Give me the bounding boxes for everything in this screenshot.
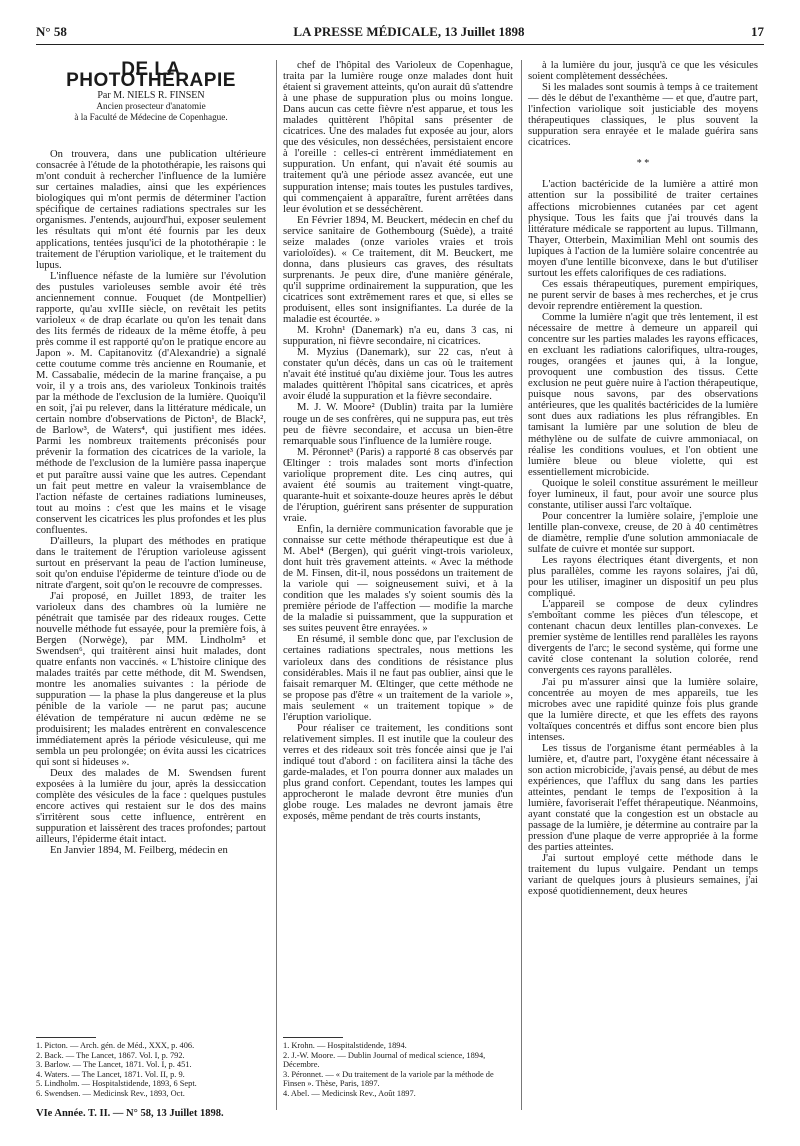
paragraph: Quoique le soleil constitue assurément le meilleur foyer lumineux, il faut, pour avoir une source plus constante, utiliser aussi l'arc voltaïque.	[528, 477, 758, 511]
paragraph: Les rayons électriques étant divergents, et non plus parallèles, comme les rayons solaires, j'ai dû, pour les utiliser, imaginer un dispositif un peu plus compliqué.	[528, 555, 758, 600]
footnote: 4. Abel. — Medicinsk Rev., Août 1897.	[283, 1088, 416, 1098]
paragraph: D'ailleurs, la plupart des méthodes en pratique dans le traitement de l'éruption varioleuse agissent surtout en préservant la peau de l'action lumineuse, soit qu'on enduise l'épiderme de teinture d'iode ou de nitrate d'argent, soit qu'on le recouvre de compresses.	[36, 535, 266, 591]
article-author: Par M. NIELS R. FINSEN	[97, 90, 205, 102]
author-affiliation: Ancien prosecteur d'anatomie	[96, 101, 206, 112]
paragraph: à la lumière du jour, jusqu'à ce que les vésicules soient complètement desséchées.	[528, 60, 758, 83]
page-footer: VIe Année. T. II. — N° 58, 13 Juillet 1898.	[36, 1108, 224, 1119]
paragraph: Si les malades sont soumis à temps à ce traitement — dès le début de l'exanthème — et que, d'autre part, l'infection variolique soit justiciable des moyens thérapeutiques classiques, le plus souvent la suppuration sera enrayée et le malade guérira sans cicatrices.	[528, 82, 758, 149]
paragraph: En Janvier 1894, M. Feilberg, médecin en	[50, 845, 228, 857]
paragraph: J'ai pu m'assurer ainsi que la lumière solaire, concentrée au moyen de mes appareils, tue les microbes avec une rapidité quinze fois plus grande que la lumière directe, et que les effets des rayons voltaïques concentrés et diffus sont encore bien plus intenses.	[528, 676, 758, 743]
paragraph: Enfin, la dernière communication favorable que je connaisse sur cette méthode thérapeutique est due à M. Abel⁴ (Bergen), qui guérit vingt-trois varioleux, dont huit très gravement atteints. « Avec la méthode de M. Finsen, dit-il, nous possédons un traitement de la variole qui — soigneusement suivi, et à la condition que les malades s'y soient soumis dès la première période de l'affection — modifie la marche de la maladie si puissamment, que la suppuration et ses suites peuvent être enrayées. »	[283, 523, 513, 635]
page-number: 17	[751, 24, 764, 39]
footnote: 3. Barlow. — The Lancet, 1871. Vol. I, p. 451.	[36, 1060, 192, 1069]
paragraph: Comme la lumière n'agit que très lentement, il est nécessaire de mettre à demeure un appareil qui concentre sur les parties malades les rayons efficaces, en excluant les radiations calorifiques, ultra-rouges, rouges, orangées et jaunes qui, à la longue, provoquent une combustion des tissus. Cette exclusion ne peut guère nuire à l'action thérapeutique, puisque nous savons, par des observations antérieures, que les qualités bactéricides de la lumière sont dues aux radiations les plus réfrangibles. En tamisant la lumière par une solution de bleu de méthylène ou de sulfate de cuivre ammoniacal, on réalise les conditions voulues, et l'on obtient une lumière bleue ou bleue violette, qui est essentiellement microbicide.	[528, 311, 758, 478]
header-rule	[36, 44, 764, 45]
footnote-rule	[36, 1037, 96, 1038]
article-title: DE LA PHOTOTHÉRAPIE	[66, 59, 236, 92]
author-affiliation: à la Faculté de Médecine de Copenhague.	[74, 112, 228, 123]
page-header	[36, 24, 764, 42]
section-separator: * *	[636, 158, 650, 170]
column-left-body	[36, 149, 266, 856]
footnote: 4. Waters. — The Lancet, 1871. Vol. II, p. 9.	[36, 1069, 185, 1079]
paragraph: En résumé, il semble donc que, par l'exclusion de certaines radiations spectrales, nous mettions les varioleux dans des conditions de résistance plus considérables. Mais il ne faut pas oublier, ainsi que le faisait remarquer M. Œltinger, que cette méthode ne se propose pas d'être « un traitement de la variole », mais seulement « un traitement topique » de l'éruption variolique.	[283, 634, 513, 723]
footnote: 2. J.-W. Moore. — Dublin Journal of medical science, 1894, Décembre.	[283, 1050, 486, 1069]
paragraph: L'appareil se compose de deux cylindres s'emboîtant comme les pièces d'un télescope, et contenant chacun deux lentilles plan-convexes. Le premier système de lentilles rend parallèles les rayons divergents de l'arc; le second système, qui forme une cavité close contenant la solution colorée, rend convergents ces rayons parallèles.	[528, 599, 758, 677]
paragraph: On trouvera, dans une publication ultérieure consacrée à l'étude de la photothérapie, les raisons qui m'ont conduit à rechercher l'influence de la lumière sur certaines maladies, ainsi que les expériences biologiques qui m'ont permis de déterminer l'action spécifique de certaines radiations spectrales sur les organismes. J'entends, aujourd'hui, exposer seulement les résultats qui m'ont été fournis par les deux applications, tentées jusqu'ici de la photothérapie : le traitement de l'éruption variolique, et le traitement du lupus.	[36, 149, 266, 271]
paragraph: L'influence néfaste de la lumière sur l'évolution des pustules varioleuses semble avoir été très anciennement connue. Fouquet (de Montpellier) rapporte, qu'au xvIIIe siècle, on revêtait les petits varioleux « de drap écarlate ou qu'on les tenait dans des lits fermés de rideaux de la même étoffe, à peu près comme il est rapporté qu'on le pratique encore au Japon ». M. Capitanovitz (d'Alexandrie) a signalé cette coutume comme très ancienne en Roumanie, et M. Cassabalie, médecin de la marine française, a pu voir, il y a trois ans, des varioleux Tonkinois traités par la méthode de l'exclusion de la lumière. Quoiqu'il en soit, j'ai pu relever, dans la littérature médicale, un certain nombre d'observations de Picton¹, de Black², de Barlow³, de Waters⁴, qui justifient mes idées. Parmi les nombreux traitements préconisés pour prévenir la formation des cicatrices de la variole, la méthode de l'exclusion de la lumière passa inaperçue et put paraître aussi vaine que les autres. Cependant un fait peut mettre en valeur la vraisemblance de l'action néfaste de certaines radiations lumineuses, tout au moins : c'est que les mains et le visage conservent les cicatrices les plus profondes et les plus confluentes.	[36, 270, 266, 536]
footnote: 1. Picton. — Arch. gén. de Méd., XXX, p. 406.	[36, 1041, 195, 1050]
footnote-rule	[283, 1037, 343, 1038]
paragraph: J'ai proposé, en Juillet 1893, de traiter les varioleux dans des chambres où la lumière ne pénétrait que tamisée par des rideaux rouges. Cette nouvelle méthode fut essayée, pour la première fois, à Bergen (Norwège), par MM. Lindholm⁵ et Swendsen⁶, qui traitèrent ainsi huit malades, dont quatre enfants non vaccinés. « L'histoire clinique des malades traités par cette méthode, dit M. Swendsen, montre les anomalies suivantes : la période de suppuration — la phase la plus dangereuse et la plus pénible de la variole — ne parut pas; aucune élévation de température ni aucun œdème ne se produisirent; les malades entrèrent en convalescence immédiatement après la période vésiculeuse, qui me sembla un peu prolongée; on évita aussi les cicatrices qui sont si hideuses ».	[36, 591, 266, 768]
paragraph: M. Péronnet³ (Paris) a rapporté 8 cas observés par Œltinger : trois malades sont morts d'infection variolique proprement dite. Les cinq autres, qui avaient été soumis au traitement vingt-quatre, quarante-huit et soixante-douze heures après le début de l'éruption, guérirent sans présenter de suppuration vraie.	[283, 446, 513, 524]
paragraph: M. Myzius (Danemark), sur 22 cas, n'eut à constater qu'un décès, dans un cas où le traitement n'avait été institué qu'au dixième jour. Tous les autres malades quittèrent l'hôpital sans cicatrices, et après avoir éludé la suppuration et la fièvre secondaire.	[283, 347, 513, 403]
paragraph: Pour réaliser ce traitement, les conditions sont relativement simples. Il est inutile que la couleur des verres et des rideaux soit très foncée ainsi que je l'ai indiqué tout d'abord : on facilitera ainsi la tâche des garde-malades, et l'on pourra donner aux malades un plus grand confort. Cependant, toutes les lampes qui approcheront le malade devront être munies d'un globe rouge. Les malades ne devront jamais être exposés, même pendant de très courts instants,	[283, 722, 513, 823]
paragraph: Pour concentrer la lumière solaire, j'emploie une lentille plan-convexe, creuse, de 20 à 40 centimètres de diamètre, remplie d'une solution ammoniacale de sulfate de cuivre et montée sur support.	[528, 510, 758, 555]
paragraph: M. J. W. Moore² (Dublin) traita par la lumière rouge un de ses confrères, qui ne suppura pas, eut très peu de fièvre secondaire, et accusa un bien-être remarquable sous l'influence de la lumière rouge.	[283, 402, 513, 447]
paragraph: chef de l'hôpital des Varioleux de Copenhague, traita par la lumière rouge onze malades dont huit étaient si gravement atteints, qu'on aurait dû s'attendre à une phase de suppuration plus ou moins longue. Dans aucun cas cette fièvre n'est apparue, et tous les malades quittèrent l'hôpital sans présenter de cicatrices. Une des malades fut exposée au jour, alors que des vésicules, non desséchées, persistaient encore à l'oreille : celles-ci entrèrent immédiatement en suppuration. Un enfant, qui n'avait été soumis au traitement qu'à une période assez avancée, eut une suppuration intense; mais toutes les pustules tardives, qui commençaient à apparaître, furent arrêtées dans leur évolution et se desséchèrent.	[283, 60, 513, 215]
footnote: 6. Swendsen. — Medicinsk Rev., 1893, Oct.	[36, 1088, 185, 1098]
footnote: 1. Krohn. — Hospitalstidende, 1894.	[283, 1041, 407, 1050]
footnote: 5. Lindholm. — Hospitalstidende, 1893, 6 Sept.	[36, 1079, 197, 1088]
footnotes-left	[36, 1037, 266, 1098]
paragraph: Les tissus de l'organisme étant perméables à la lumière, et, d'autre part, l'oxygène étant nécessaire à son action microbicide, j'avais pensé, au début de mes expériences, que l'afflux du sang dans les parties atteintes, pendant le temps de l'exposition à la lumière, favoriserait l'effet thérapeutique. Néanmoins, ayant constaté que la congestion est un obstacle au passage de la lumière, je détermine au contraire par la pression d'une plaque de verre appropriée à la forme des parties atteintes.	[528, 742, 758, 854]
paragraph: J'ai surtout employé cette méthode dans le traitement du lupus vulgaire. Pendant un temps variant de quelques jours à plusieurs semaines, j'ai exposé quotidiennement, deux heures	[528, 853, 758, 898]
column-left	[36, 60, 266, 856]
issue-number: N° 58	[36, 24, 67, 39]
paragraph: Ces essais thérapeutiques, purement empiriques, ne purent servir de bases à mes recherches, et je crus devoir reprendre entièrement la question.	[528, 278, 758, 312]
paragraph: En Février 1894, M. Beuckert, médecin en chef du service sanitaire de Gothembourg (Suède), a traité seize malades (onze varioles vraies et trois varioloïdes). « Ce traitement, dit M. Beuckert, me donna, dans plusieurs cas graves, des résultats surprenants. Je peux dire, d'une manière générale, qu'il supprime ordinairement la suppuration, que les cicatrices sont extrêmement rares et que, si elles se produisent, elles sont insignifiantes. La durée de la maladie est écourtée. »	[283, 214, 513, 326]
journal-title: LA PRESSE MÉDICALE, 13 Juillet 1898	[293, 24, 525, 39]
paragraph: L'action bactéricide de la lumière a attiré mon attention sur la possibilité de traiter certaines affections microbiennes cutanées par cet agent physique. Tous les faits que j'ai trouvés dans la littérature médicale se rapportent au lupus. Tillmann, Thayer, Otterbein, Maximilian Mehl ont soumis des lupiques à l'action de la lumière solaire concentrée au moyen d'une lentille biconvexe, dans le but d'utiliser surtout les effets calorifiques de ces radiations.	[528, 179, 758, 279]
paragraph: Deux des malades de M. Swendsen furent exposées à la lumière du jour, après la dessiccation complète des vésicules de la face : quelques pustules encore actives qui restaient sur le dos des mains s'irritèrent sous cette influence, entrèrent en suppuration et laissèrent des traces profondes; partout ailleurs, l'épiderme était intact.	[36, 767, 266, 846]
column-divider	[276, 60, 277, 1110]
paragraph: M. Krohn¹ (Danemark) n'a eu, dans 3 cas, ni suppuration, ni fièvre secondaire, ni cicatrices.	[283, 325, 513, 348]
footnotes-middle	[283, 1037, 513, 1098]
footnote: 3. Péronnet. — « Du traitement de la variole par la méthode de Finsen ». Thèse, Paris, 1897.	[283, 1069, 494, 1088]
column-divider	[521, 60, 522, 1110]
column-middle	[283, 60, 513, 822]
column-right	[528, 60, 758, 897]
footnote: 2. Back. — The Lancet, 1867. Vol. I, p. 792.	[36, 1050, 185, 1060]
